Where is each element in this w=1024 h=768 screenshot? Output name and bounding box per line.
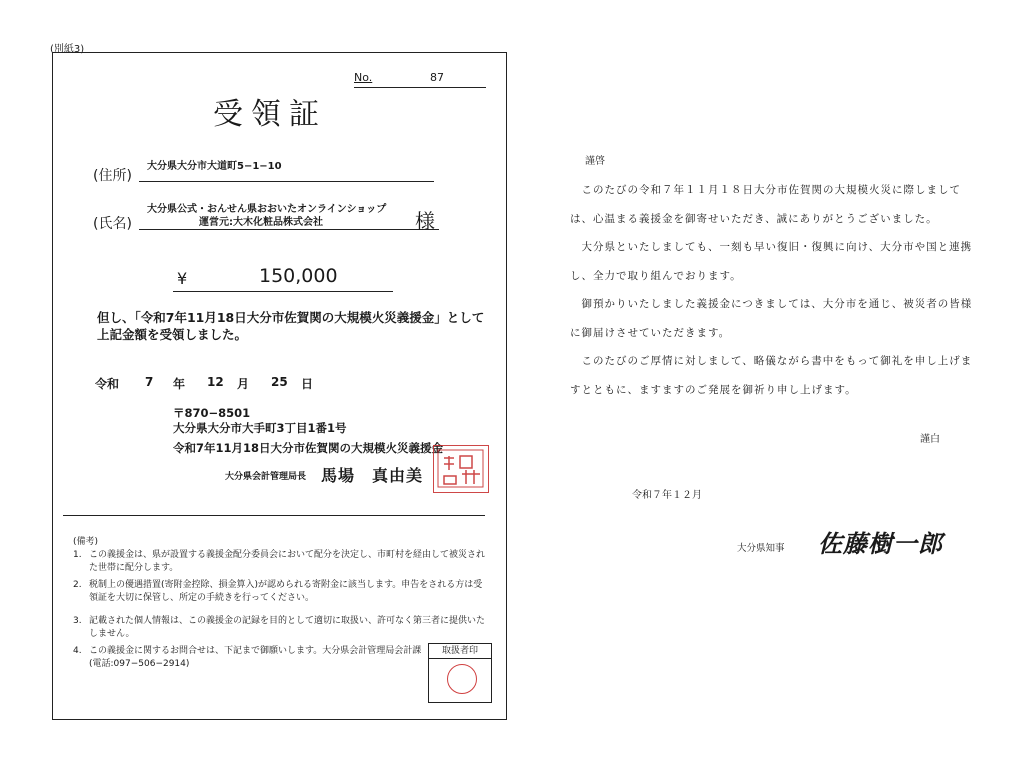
receipt-form bbox=[52, 52, 507, 720]
date-year-unit: 年 bbox=[173, 377, 186, 391]
annex-label: (別紙3) bbox=[50, 44, 85, 55]
address-label: (住所) bbox=[93, 168, 132, 184]
note-number: 2. bbox=[73, 580, 82, 590]
note-text: この義援金は、県が設置する義援金配分委員会において配分を決定し、市町村を経由して被災された世帯に配分します。 bbox=[89, 550, 486, 573]
name-value-line2: 運営元:大木化粧品株式会社 bbox=[199, 217, 323, 228]
notes-heading: (備考) bbox=[73, 537, 99, 547]
letter-paragraph: このたびの令和７年１１月１８日大分市佐賀関の大規模火災に際しましては、心温まる義援金を御寄せいただき、誠にありがとうございました。 bbox=[570, 184, 961, 225]
date-era: 令和 bbox=[95, 377, 120, 391]
currency-symbol: ¥ bbox=[177, 269, 188, 288]
letter-paragraph: このたびのご厚情に対しまして、略儀ながら書中をもって御礼を申し上げますとともに、ますますのご発展を御祈り申し上げます。 bbox=[570, 355, 973, 396]
note-text: 税制上の優遇措置(寄附金控除、損金算入)が認められる寄附金に該当します。申告をされる方は受領証を大切に保管し、所定の手続きを行ってください。 bbox=[89, 580, 483, 603]
note-text: この義援金に関するお問合せは、下記まで御願いします。大分県会計管理局会計課(電話:097−506−2914) bbox=[89, 646, 422, 669]
letter-paragraph: 大分県といたしましても、一刻も早い復旧・復興に向け、大分市や国と連携し、全力で取り組んでおります。 bbox=[570, 241, 973, 282]
proviso-line2: 上記金額を受領しました。 bbox=[97, 327, 248, 342]
amount-underline bbox=[173, 291, 393, 292]
handler-stamp-icon bbox=[447, 664, 477, 694]
letter-body bbox=[570, 176, 980, 404]
issuer-title: 大分県会計管理局長 bbox=[225, 472, 307, 482]
receipt-number: 87 bbox=[430, 71, 444, 84]
date-day-unit: 日 bbox=[301, 377, 314, 391]
issuer-person: 馬場 真由美 bbox=[321, 466, 424, 485]
date-month: 12 bbox=[207, 375, 224, 389]
date-day: 25 bbox=[271, 375, 288, 389]
letter-date: 令和７年１２月 bbox=[632, 490, 702, 501]
issuer-address: 大分県大分市大手町3丁目1番1号 bbox=[173, 421, 347, 435]
address-underline bbox=[139, 181, 434, 182]
note-text: 記載された個人情報は、この義援金の記録を目的として適切に取扱い、許可なく第三者に提供いたしません。 bbox=[89, 616, 486, 639]
note-number: 1. bbox=[73, 550, 82, 560]
note-number: 3. bbox=[73, 616, 82, 626]
issuer-postal-code: 〒870−8501 bbox=[173, 406, 251, 420]
date-month-unit: 月 bbox=[237, 377, 250, 391]
honorific: 様 bbox=[415, 209, 435, 233]
name-label: (氏名) bbox=[93, 216, 132, 232]
amount-value: 150,000 bbox=[259, 265, 338, 287]
official-seal-icon bbox=[433, 445, 489, 493]
handler-stamp-label: 取扱者印 bbox=[429, 644, 491, 659]
name-value-line1: 大分県公式・おんせん県おおいたオンラインショップ bbox=[147, 204, 387, 215]
signer-signature: 佐藤樹一郎 bbox=[818, 529, 943, 558]
receipt-title: 受領証 bbox=[213, 97, 327, 132]
letter-closing: 謹白 bbox=[920, 434, 940, 445]
receipt-number-row bbox=[354, 67, 486, 88]
issuer-fund-name: 令和7年11月18日大分市佐賀関の大規模火災義援金 bbox=[173, 441, 444, 455]
name-underline bbox=[139, 229, 439, 230]
letter-paragraph: 御預かりいたしました義援金につきましては、大分市を通じ、被災者の皆様に御届けさせていただきます。 bbox=[570, 298, 973, 339]
note-number: 4. bbox=[73, 646, 82, 656]
address-value: 大分県大分市大道町5−1−10 bbox=[147, 161, 282, 172]
letter-opening: 謹啓 bbox=[585, 156, 605, 167]
proviso-line1: 但し、「令和7年11月18日大分市佐賀関の大規模火災義援金」として bbox=[97, 310, 485, 325]
date-year: 7 bbox=[145, 375, 154, 389]
receipt-number-label: No. bbox=[354, 71, 373, 84]
handler-stamp-box bbox=[428, 643, 492, 703]
signer-title: 大分県知事 bbox=[737, 543, 785, 554]
proviso-text bbox=[97, 309, 497, 343]
section-divider bbox=[63, 515, 485, 516]
